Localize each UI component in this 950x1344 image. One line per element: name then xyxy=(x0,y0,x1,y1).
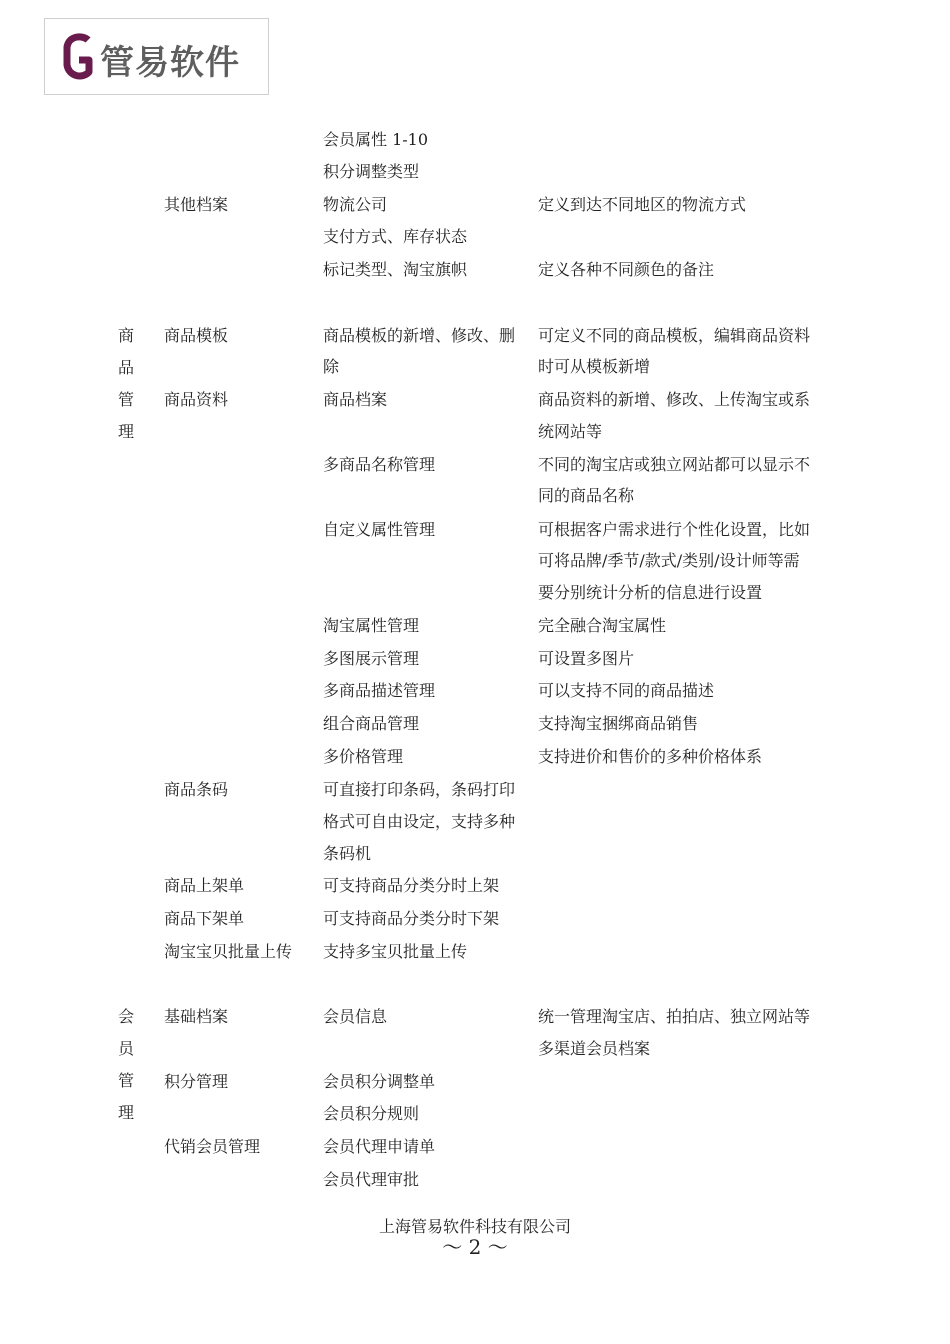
module-cell: 商品上架单 xyxy=(164,876,245,895)
footer-company-name: 上海管易软件科技有限公司 xyxy=(378,1217,571,1236)
feature-cell: 标记类型、淘宝旗帜 xyxy=(323,260,468,279)
description-cell: 可定义不同的商品模板，编辑商品资料 xyxy=(538,326,811,345)
feature-cell: 商品模板的新增、修改、删 xyxy=(323,326,516,345)
feature-cell: 会员代理审批 xyxy=(323,1170,420,1189)
feature-cell: 淘宝属性管理 xyxy=(323,616,420,635)
feature-cell: 可直接打印条码，条码打印 xyxy=(323,780,516,799)
feature-cell: 积分调整类型 xyxy=(323,162,420,181)
feature-cell: 多价格管理 xyxy=(323,747,404,766)
feature-cell: 支付方式、库存状态 xyxy=(323,227,468,246)
feature-cell: 可支持商品分类分时下架 xyxy=(323,909,500,928)
feature-cell: 格式可自由设定，支持多种 xyxy=(323,812,516,831)
description-cell: 支持进价和售价的多种价格体系 xyxy=(538,747,763,766)
description-cell: 可以支持不同的商品描述 xyxy=(538,681,715,700)
description-cell: 可将品牌/季节/款式/类别/设计师等需 xyxy=(538,551,800,570)
company-logo xyxy=(44,18,269,95)
description-cell: 时可从模板新增 xyxy=(538,357,651,376)
feature-cell: 会员属性 1-10 xyxy=(323,130,429,149)
module-cell: 积分管理 xyxy=(164,1072,229,1091)
description-cell: 商品资料的新增、修改、上传淘宝或系 xyxy=(538,390,811,409)
description-cell: 完全融合淘宝属性 xyxy=(538,616,667,635)
module-cell: 基础档案 xyxy=(164,1007,229,1026)
description-cell: 统网站等 xyxy=(538,422,603,441)
module-cell: 商品条码 xyxy=(164,780,229,799)
module-cell: 商品模板 xyxy=(164,326,229,345)
feature-cell: 商品档案 xyxy=(323,390,388,409)
description-cell: 定义各种不同颜色的备注 xyxy=(538,260,715,279)
feature-cell: 物流公司 xyxy=(323,195,388,214)
feature-cell: 除 xyxy=(323,357,340,376)
feature-cell: 条码机 xyxy=(323,844,372,863)
description-cell: 多渠道会员档案 xyxy=(538,1039,651,1058)
description-cell: 要分别统计分析的信息进行设置 xyxy=(538,583,763,602)
module-cell: 代销会员管理 xyxy=(164,1137,261,1156)
module-cell: 商品资料 xyxy=(164,390,229,409)
module-cell: 淘宝宝贝批量上传 xyxy=(164,942,293,961)
category-goods-management: 商品管理 xyxy=(118,326,135,441)
description-cell: 支持淘宝捆绑商品销售 xyxy=(538,714,699,733)
feature-cell: 会员积分调整单 xyxy=(323,1072,436,1091)
description-cell: 定义到达不同地区的物流方式 xyxy=(538,195,747,214)
feature-cell: 自定义属性管理 xyxy=(323,520,436,539)
feature-cell: 组合商品管理 xyxy=(323,714,420,733)
module-cell: 其他档案 xyxy=(164,195,229,214)
description-cell: 统一管理淘宝店、拍拍店、独立网站等 xyxy=(538,1007,811,1026)
feature-cell: 支持多宝贝批量上传 xyxy=(323,942,468,961)
description-cell: 同的商品名称 xyxy=(538,486,635,505)
logo-text: 管易软件 xyxy=(100,43,240,83)
feature-cell: 多商品描述管理 xyxy=(323,681,436,700)
feature-cell: 会员代理申请单 xyxy=(323,1137,436,1156)
feature-cell: 可支持商品分类分时上架 xyxy=(323,876,500,895)
description-cell: 可根据客户需求进行个性化设置，比如 xyxy=(538,520,811,539)
category-member-management: 会员管理 xyxy=(118,1007,135,1122)
page-number: ～ 2 ～ xyxy=(442,1235,508,1259)
description-cell: 不同的淘宝店或独立网站都可以显示不 xyxy=(538,455,811,474)
feature-cell: 会员积分规则 xyxy=(323,1104,420,1123)
feature-cell: 会员信息 xyxy=(323,1007,388,1026)
feature-cell: 多图展示管理 xyxy=(323,649,420,668)
logo-g-mark-icon xyxy=(61,29,95,83)
description-cell: 可设置多图片 xyxy=(538,649,635,668)
module-cell: 商品下架单 xyxy=(164,909,245,928)
feature-cell: 多商品名称管理 xyxy=(323,455,436,474)
